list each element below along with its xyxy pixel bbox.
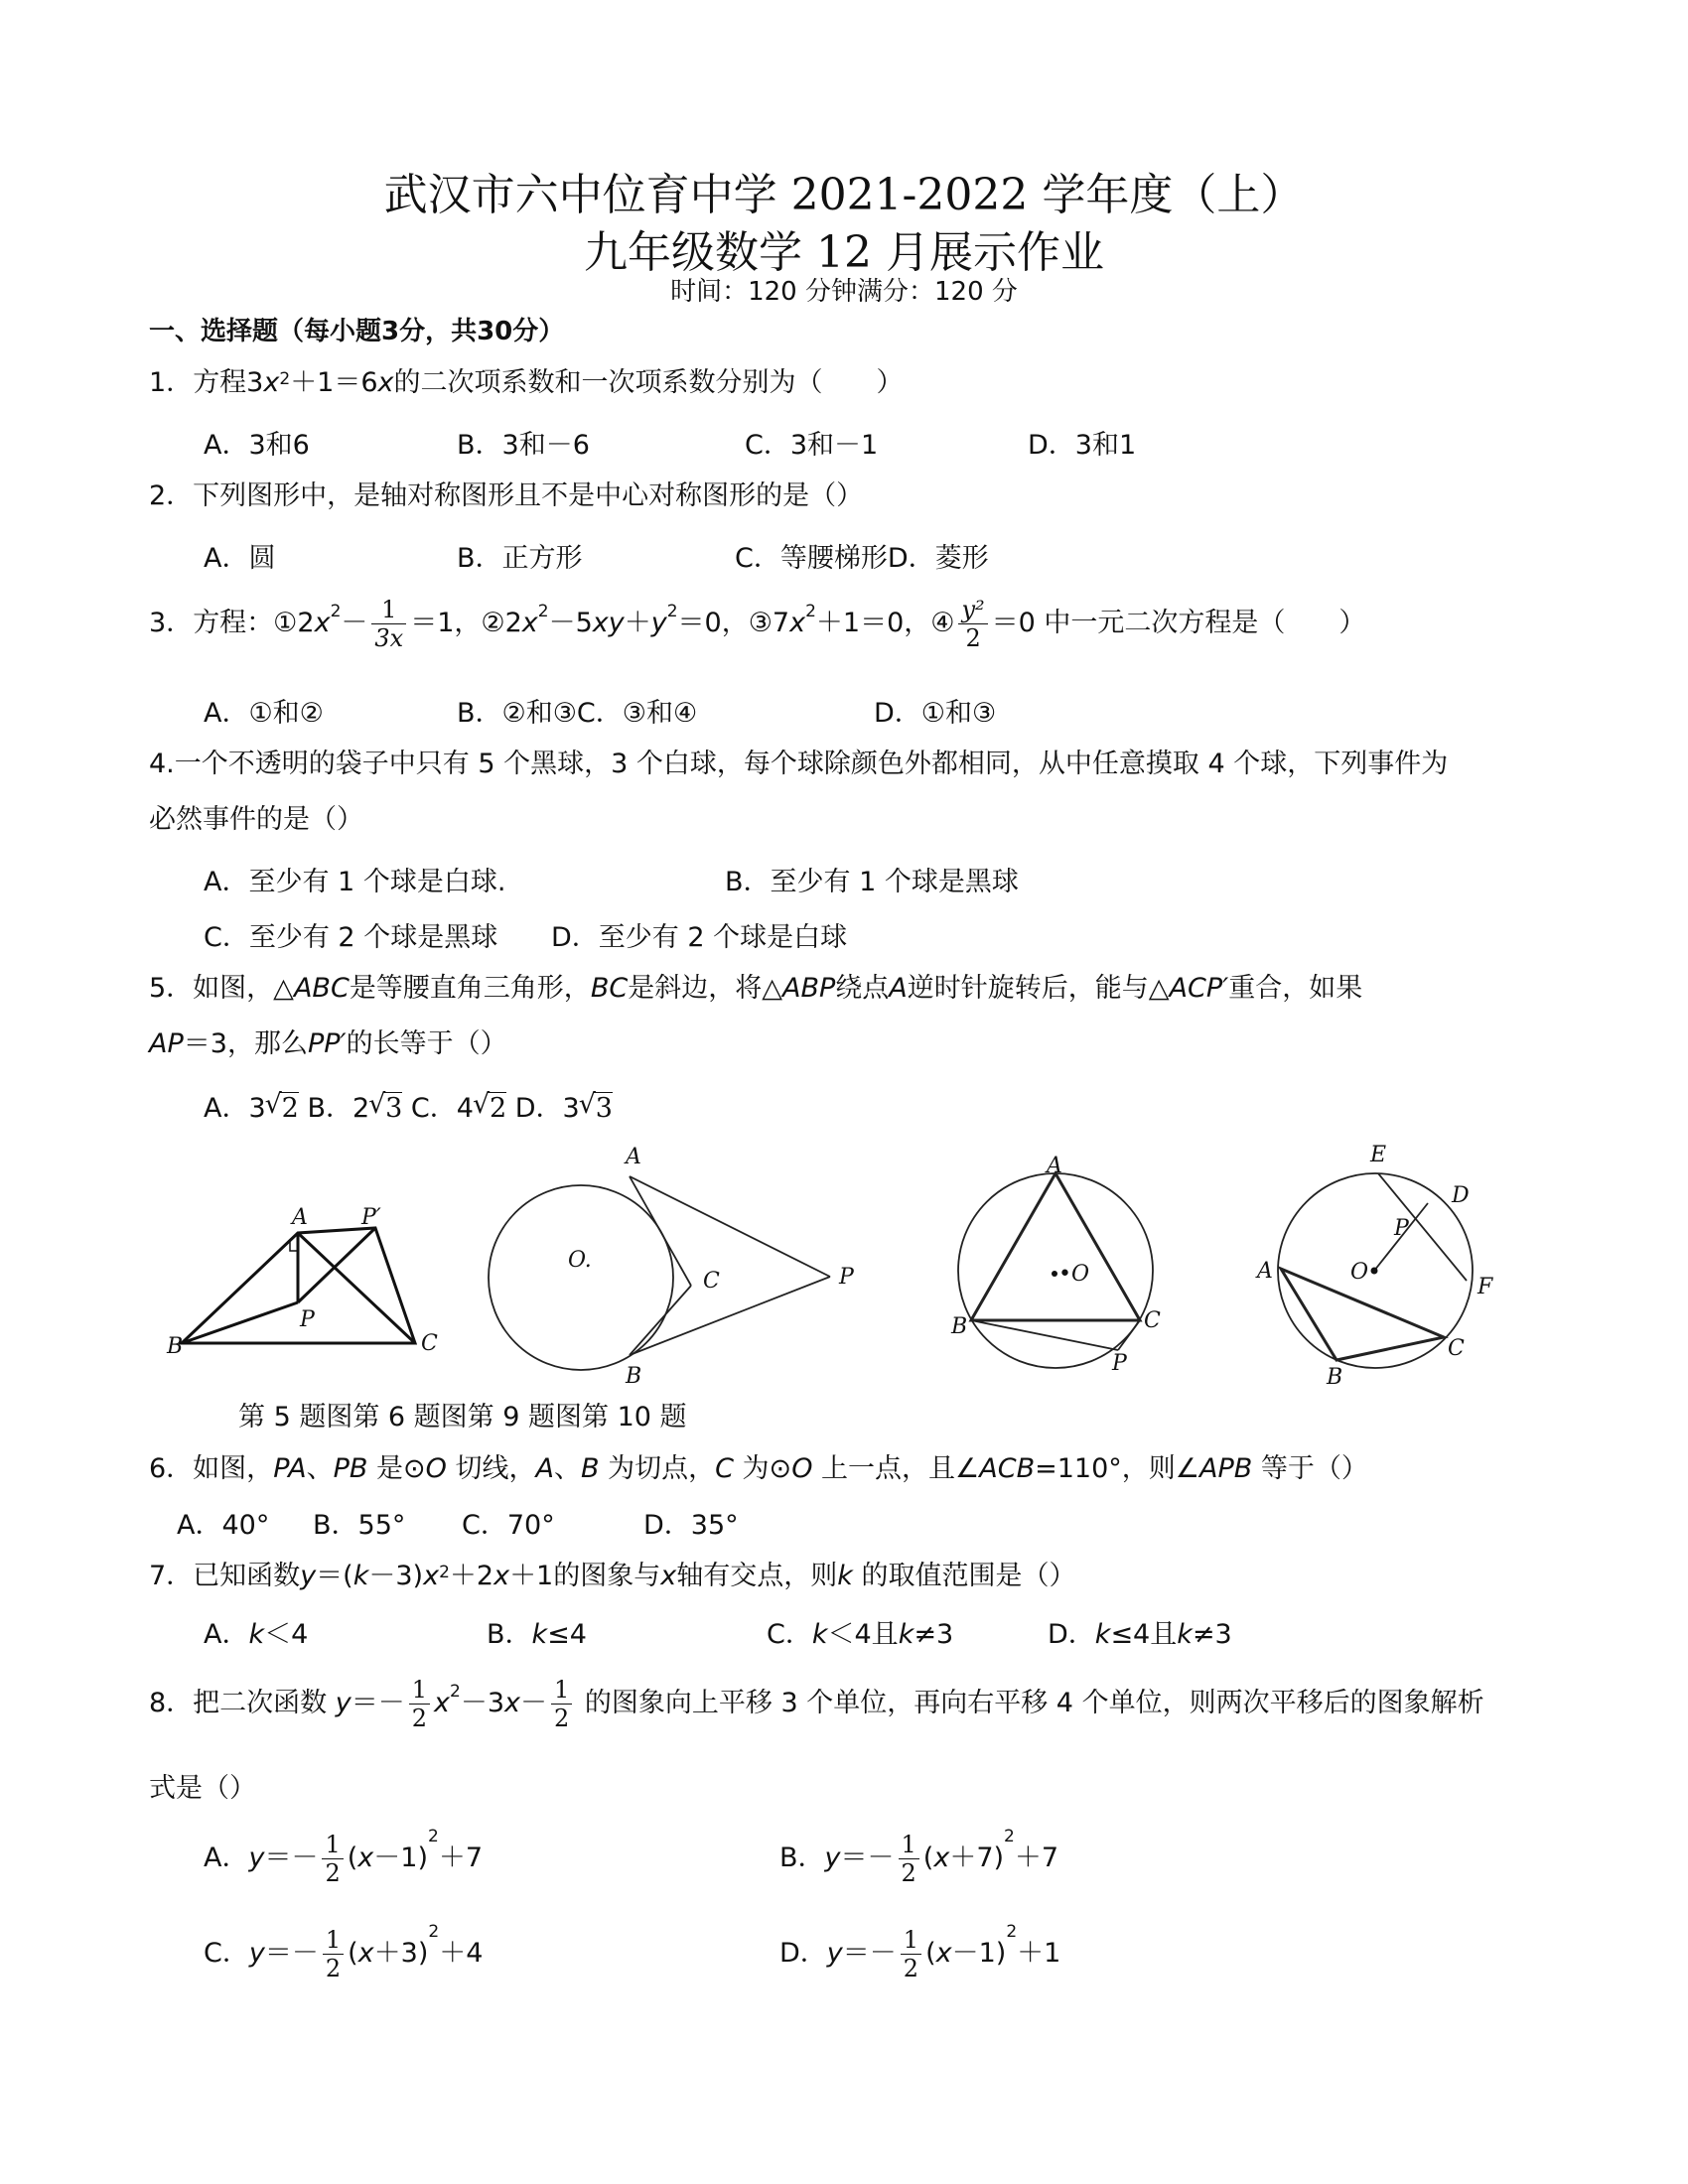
option-a: A．圆: [204, 543, 276, 574]
fig10-label-e: E: [1370, 1143, 1387, 1167]
q-text: =110°，则∠: [1035, 1453, 1199, 1484]
fig9-label-c: C: [1144, 1308, 1161, 1333]
q-text: －3): [368, 1561, 424, 1591]
var: y: [826, 1938, 843, 1969]
option-d: D．至少有 2 个球是白球: [551, 922, 848, 953]
fraction: [899, 1831, 919, 1887]
option-d: [1048, 1612, 1232, 1651]
var: ACB: [979, 1453, 1036, 1484]
q-text: 逆时针旋转后，能与△: [907, 973, 1170, 1004]
fig10-label-o: O: [1350, 1260, 1369, 1285]
exponent: 2: [1004, 1827, 1015, 1846]
option-label: A．: [204, 1843, 249, 1873]
denominator: 3x: [371, 623, 406, 652]
option-text: (: [925, 1938, 936, 1969]
q-text: 的取值范围是（）: [852, 1561, 1076, 1591]
q-number: 3．: [149, 608, 194, 638]
var: AP: [149, 1028, 184, 1059]
q-text: ＝(: [316, 1561, 353, 1591]
option-label: D．: [779, 1938, 827, 1969]
option-text: ＝－: [840, 1843, 895, 1873]
var: k: [248, 1619, 265, 1650]
exponent: 2: [450, 1682, 461, 1702]
question-4-line2: 必然事件的是（）: [149, 804, 363, 835]
q-number: 1．: [149, 367, 194, 398]
fig6-circle: [489, 1185, 673, 1370]
numerator: 1: [325, 1926, 342, 1954]
option-label: D．: [1048, 1619, 1095, 1650]
option-text: ＜4且: [827, 1619, 899, 1650]
time-score-info: 时间：120 分钟满分：120 分: [670, 277, 1018, 307]
numerator: 1: [411, 1676, 428, 1704]
var: y: [650, 608, 667, 638]
option-label: C．: [767, 1619, 812, 1650]
option-text: －1): [951, 1938, 1007, 1969]
var: k: [531, 1619, 548, 1650]
fig10-label-d: D: [1452, 1183, 1470, 1208]
option-c: [767, 1612, 953, 1651]
option-c: C．3和－1: [745, 430, 879, 461]
option-text: －1): [373, 1843, 428, 1873]
fig9-line-cp: [1118, 1320, 1140, 1350]
q-text: 方程3: [193, 367, 264, 398]
option-d: D．3: [514, 1093, 580, 1124]
exponent: 2: [537, 602, 549, 621]
fig9-label-o: •O: [1058, 1262, 1090, 1287]
option-text: (: [347, 1843, 358, 1873]
var: APB: [1198, 1453, 1253, 1484]
q-text: －: [341, 608, 368, 638]
exponent: 2: [1006, 1922, 1018, 1942]
fig6-label-b: B: [626, 1364, 642, 1389]
var: k: [811, 1619, 828, 1650]
denominator: 2: [901, 1954, 921, 1982]
var: k: [352, 1561, 369, 1591]
fig10-center-dot: [1371, 1268, 1378, 1275]
option-d: [779, 1922, 1061, 1982]
exponent: 2: [279, 369, 291, 389]
question-7: [149, 1557, 1075, 1596]
q-text: －3: [460, 1688, 505, 1718]
sqrt: √ 2: [488, 1092, 506, 1124]
numerator: y²: [961, 596, 985, 623]
fraction: [323, 1926, 344, 1982]
var: ABP: [781, 973, 836, 1004]
q-text: 、: [306, 1453, 334, 1484]
option-a: [204, 1827, 484, 1887]
option-text: ＝－: [842, 1938, 897, 1969]
option-text: ＝－: [264, 1843, 319, 1873]
fig6-label-a: A: [626, 1145, 641, 1169]
option-text: ≠3: [914, 1619, 954, 1650]
option-b: B．55°: [313, 1510, 406, 1541]
q-text: 轴有交点，则: [676, 1561, 838, 1591]
option-d: D．3和1: [1028, 430, 1137, 461]
q-text: 上一点，且∠: [812, 1453, 980, 1484]
figure-5: [182, 1228, 415, 1343]
q-text: －: [520, 1688, 548, 1718]
var: x: [357, 1938, 374, 1969]
fig6-tangent-pa: [630, 1176, 830, 1277]
fig9-label-p: P: [1112, 1351, 1127, 1376]
var: x: [434, 1688, 451, 1718]
fig6-tangent-pb: [630, 1277, 830, 1355]
q-text: 是等腰直角三角形，: [349, 973, 591, 1004]
sqrt: √ 3: [594, 1092, 613, 1124]
option-text: ＋7: [1014, 1843, 1059, 1873]
var: x: [314, 608, 331, 638]
exponent: 2: [428, 1827, 439, 1846]
q-text: 6．如图，: [149, 1453, 274, 1484]
question-8: [149, 1676, 1484, 1732]
q-text: ＝0 中一元二次方程是（ ）: [991, 608, 1366, 638]
q-text: 切线，: [446, 1453, 536, 1484]
sqrt: √ 3: [383, 1092, 402, 1124]
question-4-line1: 4.一个不透明的袋子中只有 5 个黑球，3 个白球，每个球除颜色外都相同，从中任意摸取 4 个球，下列事件为: [149, 749, 1449, 779]
q-text: 8．把二次函数: [149, 1688, 336, 1718]
q-text: 为切点，: [599, 1453, 716, 1484]
exponent: 2: [666, 602, 678, 621]
var: A: [889, 973, 908, 1004]
q-text: ＋1的图象与: [509, 1561, 661, 1591]
fig10-label-b: B: [1327, 1365, 1343, 1390]
q-text: 绕点: [835, 973, 890, 1004]
fraction: [409, 1676, 430, 1732]
var: x: [423, 1561, 440, 1591]
option-label: A．: [204, 1619, 249, 1650]
option-c: C．等腰梯形D．菱形: [735, 543, 989, 574]
q-text: 5．如图，△: [149, 973, 294, 1004]
q-text: ＋1＝6: [290, 367, 378, 398]
fig6-chord-bc: [630, 1286, 691, 1355]
q-text: ＋1＝0，④: [815, 608, 955, 638]
q-text: ＝－: [351, 1688, 405, 1718]
var: xy: [592, 608, 625, 638]
sqrt: √ 2: [280, 1092, 299, 1124]
numerator: 1: [325, 1831, 341, 1858]
var: y: [248, 1843, 265, 1873]
fig9-triangle: [971, 1173, 1140, 1320]
q-text: 的图象向上平移 3 个单位，再向右平移 4 个单位，则两次平移后的图象解析: [576, 1688, 1484, 1718]
numerator: 1: [901, 1831, 916, 1858]
fig6-label-o: O.: [568, 1248, 592, 1273]
fig9-label-b: B: [951, 1314, 968, 1339]
figure-9: [958, 1173, 1153, 1368]
var: B: [580, 1453, 600, 1484]
option-b: B．正方形: [457, 543, 583, 574]
exponent: 2: [330, 602, 342, 621]
option-b: B．至少有 1 个球是黑球: [725, 867, 1019, 897]
fig5-label-p-prime: P′: [361, 1205, 381, 1230]
q-text: ＋2: [449, 1561, 494, 1591]
q-text: 的二次项系数和一次项系数分别为（ ）: [393, 367, 904, 398]
q-text: 为⊙: [733, 1453, 792, 1484]
fig10-label-f: F: [1477, 1275, 1493, 1299]
exponent: 2: [428, 1922, 440, 1942]
fraction: [322, 1831, 343, 1887]
q-text: ＝1，②2: [410, 608, 522, 638]
option-a: A．3和6: [204, 430, 310, 461]
var: ACP′: [1169, 973, 1229, 1004]
option-label: B．: [487, 1619, 532, 1650]
option-text: ＋1: [1017, 1938, 1061, 1969]
var: x: [933, 1843, 950, 1873]
denominator: 2: [899, 1858, 919, 1887]
option-d: D．①和③: [874, 698, 997, 729]
denominator: 2: [322, 1858, 343, 1887]
fig9-center-dot: [1052, 1271, 1057, 1277]
option-a: A．①和②: [204, 698, 324, 729]
var: O: [425, 1453, 447, 1484]
option-a: [204, 1612, 308, 1651]
var: y: [824, 1843, 841, 1873]
fig10-label-p: P: [1394, 1216, 1409, 1241]
q-text: ＝3，那么: [183, 1028, 308, 1059]
numerator: 1: [903, 1926, 919, 1954]
q-text: ＋: [624, 608, 651, 638]
var: O: [791, 1453, 813, 1484]
option-c: [204, 1922, 484, 1982]
var: x: [935, 1938, 952, 1969]
figure-6: [489, 1176, 830, 1370]
q-text: 是斜边，将△: [628, 973, 782, 1004]
q-text: ＝0，③7: [677, 608, 790, 638]
option-b: [487, 1612, 587, 1651]
question-8-line2: 式是（）: [149, 1773, 256, 1804]
option-c: C．70°: [462, 1510, 555, 1541]
option-c: C．4: [410, 1093, 474, 1124]
var: PP′: [307, 1028, 347, 1059]
var: PB: [333, 1453, 368, 1484]
q-text: 等于（）: [1252, 1453, 1368, 1484]
var: x: [521, 608, 538, 638]
fig5-label-p: P: [300, 1307, 315, 1332]
var: y: [248, 1938, 265, 1969]
fig5-label-b: B: [167, 1334, 184, 1359]
option-a: A．40°: [177, 1510, 270, 1541]
fig9-circle: [958, 1173, 1153, 1368]
page-title: 武汉市六中位育中学 2021-2022 学年度（上）: [383, 170, 1305, 220]
var: y: [335, 1688, 352, 1718]
denominator: 2: [323, 1954, 344, 1982]
fig6-label-c: C: [703, 1269, 720, 1294]
var: C: [715, 1453, 734, 1484]
q-text: 方程：①2: [193, 608, 315, 638]
var: k: [1094, 1619, 1111, 1650]
q-text: 7．已知函数: [149, 1561, 301, 1591]
figure-caption: 第 5 题图第 6 题图第 9 题图第 10 题: [238, 1402, 687, 1433]
option-a: A．至少有 1 个球是白球.: [204, 867, 506, 897]
option-text: (: [922, 1843, 934, 1873]
option-text: ＋3): [373, 1938, 429, 1969]
q-text: 重合，如果: [1228, 973, 1363, 1004]
q-text: 、: [553, 1453, 581, 1484]
denominator: 2: [958, 623, 987, 652]
question-2: 2．下列图形中，是轴对称图形且不是中心对称图形的是（）: [149, 480, 864, 511]
var: x: [263, 367, 280, 398]
option-label: B．: [779, 1843, 825, 1873]
var: k: [837, 1561, 853, 1591]
var: y: [300, 1561, 317, 1591]
fig9-label-a: A: [1047, 1154, 1062, 1178]
fraction: [551, 1676, 572, 1732]
q-text: －5: [548, 608, 593, 638]
page-subtitle: 九年级数学 12 月展示作业: [584, 227, 1104, 278]
option-text: ＝－: [264, 1938, 319, 1969]
numerator: 1: [554, 1676, 570, 1704]
fig10-label-c: C: [1448, 1336, 1465, 1361]
option-text: ≤4且: [1110, 1619, 1178, 1650]
var: BC: [590, 973, 629, 1004]
option-b: B．②和③C．③和④: [457, 698, 698, 729]
fig6-label-p: P: [839, 1265, 854, 1290]
option-text: ≠3: [1192, 1619, 1232, 1650]
q-text: 的长等于（）: [346, 1028, 507, 1059]
option-text: ≤4: [547, 1619, 587, 1650]
option-b: B．2: [307, 1093, 370, 1124]
option-a: A．3: [204, 1093, 266, 1124]
var: A: [535, 1453, 554, 1484]
numerator: 1: [381, 596, 397, 623]
option-b: [779, 1827, 1059, 1887]
fig10-label-a: A: [1257, 1259, 1273, 1284]
option-text: (: [348, 1938, 358, 1969]
fig5-label-a: A: [292, 1205, 308, 1230]
option-d: D．35°: [643, 1510, 739, 1541]
var: x: [789, 608, 806, 638]
var: x: [660, 1561, 677, 1591]
var: k: [898, 1619, 914, 1650]
fraction: [901, 1926, 921, 1982]
option-text: ＋7): [949, 1843, 1005, 1873]
section-heading: 一、选择题（每小题3分，共30分）: [149, 317, 565, 346]
var: ABC: [293, 973, 350, 1004]
question-6: [149, 1449, 1368, 1489]
option-text: ＋4: [439, 1938, 484, 1969]
fig5-label-c: C: [421, 1331, 438, 1356]
var: x: [504, 1688, 521, 1718]
exponent: 2: [805, 602, 816, 621]
var: x: [493, 1561, 510, 1591]
option-text: ＋7: [438, 1843, 484, 1873]
exponent: 2: [439, 1563, 450, 1582]
option-b: B．3和－6: [457, 430, 590, 461]
denominator: 2: [409, 1704, 430, 1732]
fig5-line-bp: [182, 1302, 298, 1343]
denominator: 2: [551, 1704, 572, 1732]
var: x: [357, 1843, 374, 1873]
option-text: ＜4: [264, 1619, 309, 1650]
var: x: [377, 367, 394, 398]
var: PA: [273, 1453, 307, 1484]
var: k: [1177, 1619, 1193, 1650]
q-text: 是⊙: [367, 1453, 426, 1484]
option-c: C．至少有 2 个球是黑球: [204, 922, 498, 953]
fig5-line-pp: [298, 1228, 375, 1302]
option-label: C．: [204, 1938, 249, 1969]
